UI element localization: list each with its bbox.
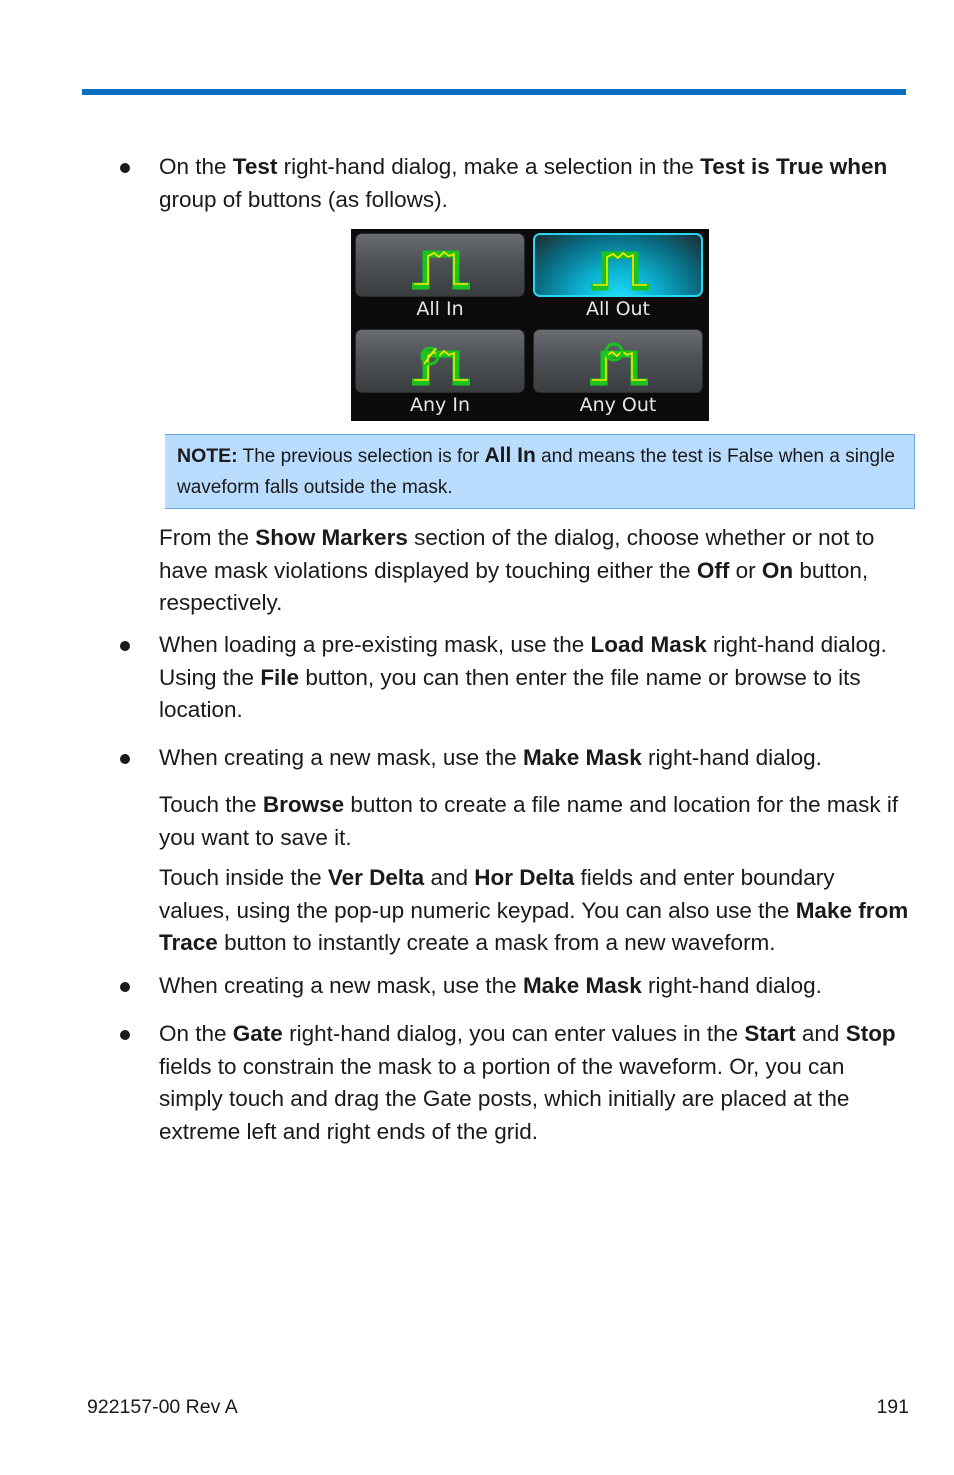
test-is-true-when-buttons [351, 229, 709, 421]
text: right-hand dialog, you can enter values in the [282, 1021, 745, 1046]
bullet-dot [120, 982, 130, 992]
any-in-label: Any In [410, 394, 470, 416]
bullet-dot [120, 754, 130, 764]
text: right-hand dialog, make a selection in the [277, 154, 701, 179]
term-test: Test [232, 154, 278, 179]
any-out-label: Any Out [579, 394, 657, 416]
text: button to create a file name and location for the mask if you want to save it. [159, 792, 899, 850]
term-load-mask: Load Mask [590, 632, 707, 657]
text: button, you can then enter the file name or browse to its location. [159, 664, 861, 722]
waveform-with-circle-icon [584, 340, 654, 388]
any-in-button[interactable] [355, 329, 525, 393]
text: right-hand dialog. [641, 973, 822, 998]
footer-page-number: 191 [876, 1396, 909, 1418]
term-make-mask: Make Mask [522, 745, 642, 770]
text: fields to constrain the mask to a portion of the waveform. Or, you can simply touch and drag the Gate posts, which initially are placed at the extreme left and right ends of the grid. [159, 1053, 850, 1144]
term-hor-delta: Hor Delta [474, 865, 575, 890]
all-out-label: All Out [585, 298, 651, 320]
all-out-button[interactable] [533, 233, 703, 297]
bullet-load-mask [159, 629, 904, 727]
term-all-in: All In [484, 444, 536, 467]
bullet-dot [120, 641, 130, 651]
waveform-in-mask-icon [585, 245, 655, 293]
text: button, respectively. [159, 557, 869, 615]
text: The previous selection is for [237, 446, 485, 467]
show-markers-paragraph [159, 522, 904, 620]
term-gate: Gate [232, 1021, 283, 1046]
text: and [795, 1021, 846, 1046]
text: button to instantly create a mask from a new waveform. [217, 930, 776, 955]
term-off: Off [696, 557, 730, 583]
text: On the [159, 154, 233, 179]
footer-doc-id: 922157-00 Rev A [87, 1396, 238, 1418]
bullet-make-mask-repeat [159, 970, 904, 1003]
term-file: File [260, 664, 300, 690]
bullet-test-dialog [159, 151, 904, 216]
note-label: NOTE: [177, 445, 238, 467]
all-in-button[interactable] [355, 233, 525, 297]
text: right-hand dialog. Using the [159, 632, 887, 690]
term-stop: Stop [845, 1021, 896, 1046]
text: On the [159, 1021, 233, 1046]
bullet-dot [120, 1030, 130, 1040]
text: When loading a pre-existing mask, use the [159, 632, 591, 657]
text: right-hand dialog. [641, 745, 822, 770]
any-out-button[interactable] [533, 329, 703, 393]
text: fields and enter boundary values, using the pop-up numeric keypad. You can also use the [159, 865, 835, 923]
text: section of the dialog, choose whether or not to have mask violations displayed by touching either the [159, 525, 875, 583]
text: Touch inside the [159, 865, 328, 890]
text: and [424, 865, 475, 890]
term-ver-delta: Ver Delta [327, 865, 425, 890]
term-on: On [761, 557, 794, 583]
text: and means the test is False when a single waveform falls outside the mask. [177, 446, 895, 498]
bullet-gate [159, 1018, 904, 1148]
bullet-dot [120, 163, 130, 173]
term-show-markers: Show Markers [255, 525, 408, 550]
text: or [729, 557, 762, 583]
bullet-make-mask [159, 742, 904, 775]
browse-paragraph [159, 789, 904, 854]
term-make-from-trace: Make from Trace [159, 897, 909, 955]
text: Touch the [159, 792, 263, 817]
delta-paragraph [159, 862, 909, 960]
term-make-mask: Make Mask [522, 973, 642, 998]
all-in-label: All In [416, 298, 464, 320]
note-box [165, 434, 915, 509]
text: From the [159, 525, 256, 550]
term-start: Start [744, 1021, 796, 1046]
waveform-with-circle-icon [406, 340, 476, 388]
text: When creating a new mask, use the [159, 973, 523, 998]
text: When creating a new mask, use the [159, 745, 523, 770]
header-rule [82, 89, 906, 95]
text: group of buttons (as follows). [159, 186, 448, 212]
waveform-in-mask-icon [406, 244, 476, 292]
term-browse: Browse [262, 792, 345, 817]
term-test-is-true-when: Test is True when [700, 154, 888, 179]
